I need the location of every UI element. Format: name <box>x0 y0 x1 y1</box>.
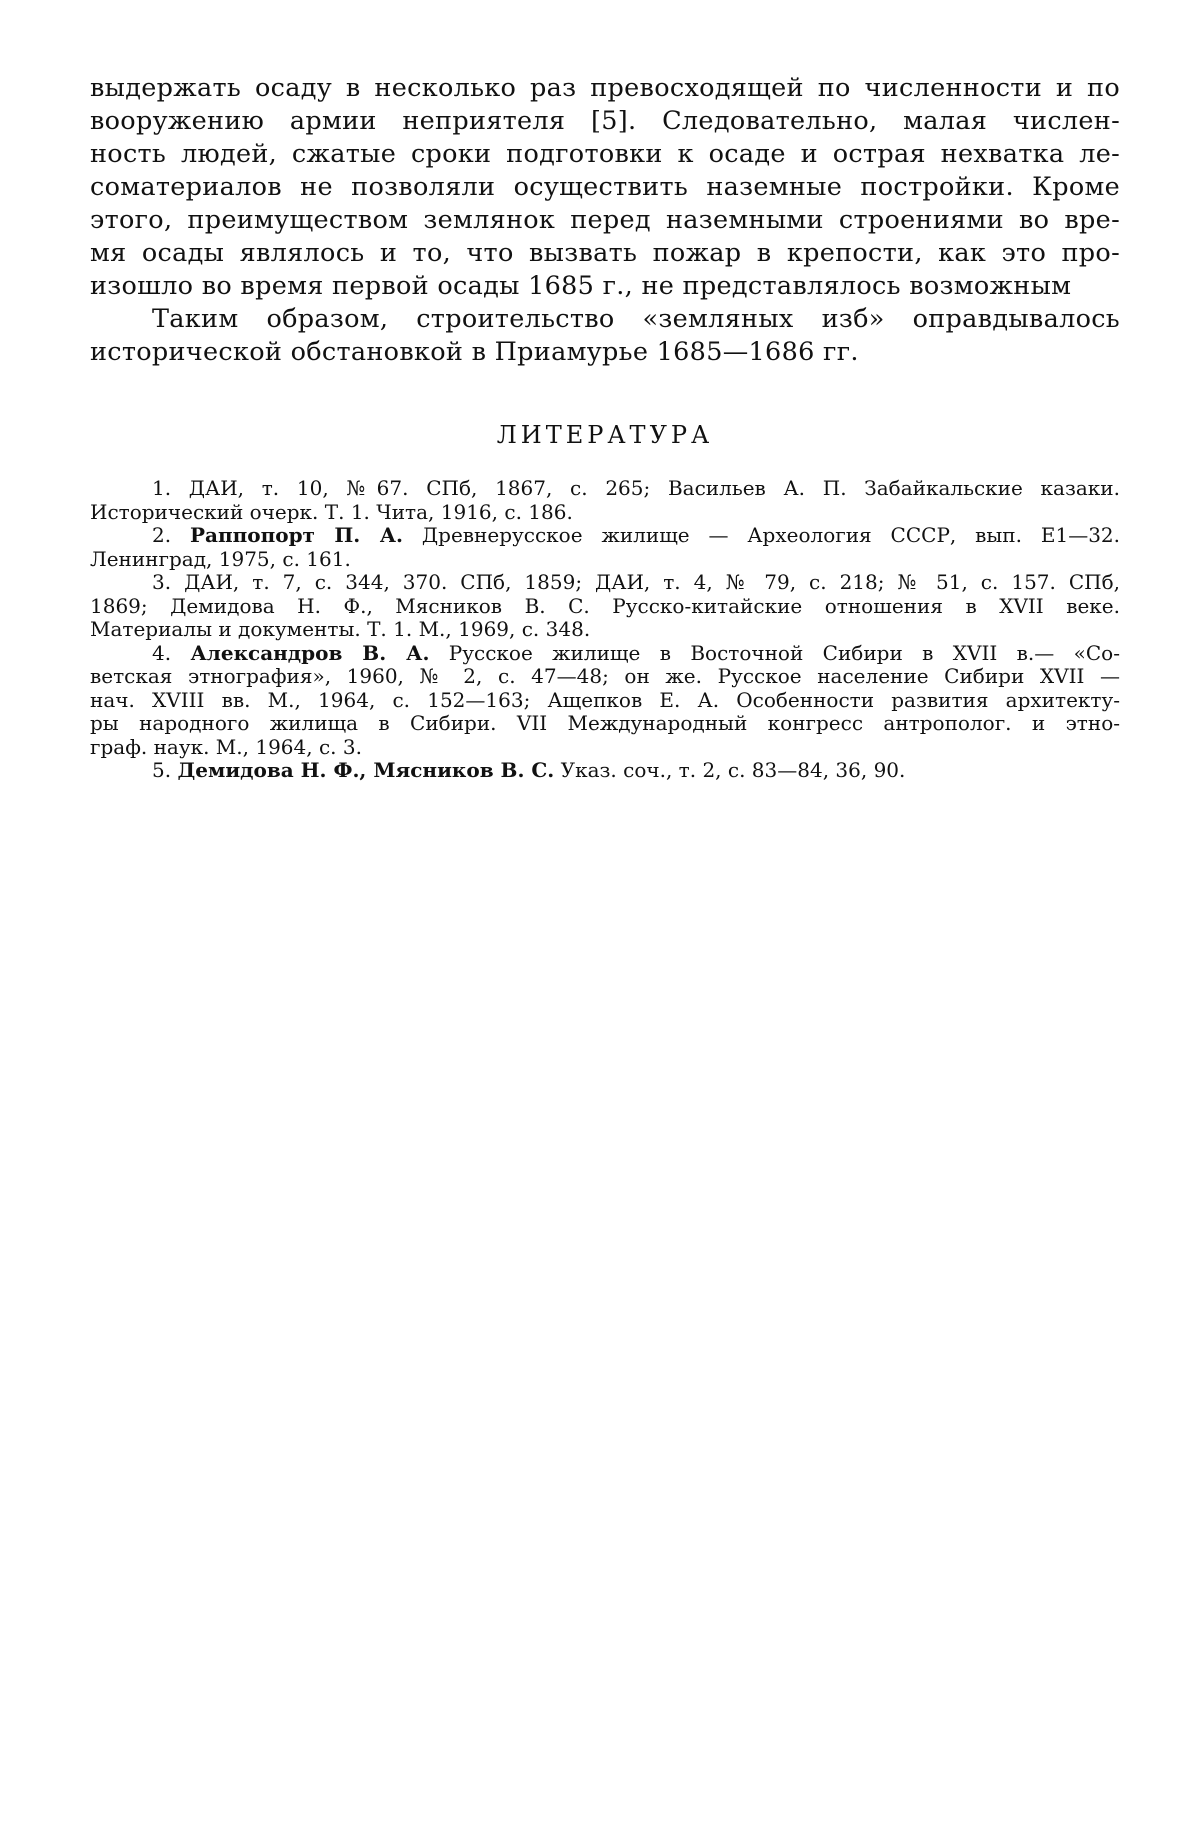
text-line: ность людей, сжатые сроки подготовки к осаде и острая нехватка ле- <box>90 139 1120 169</box>
references-list <box>90 477 1120 783</box>
text-line: вооружению армии неприятеля [5]. Следовательно, малая числен- <box>90 106 1120 136</box>
text-line: выдержать осаду в несколько раз превосходящей по численности и по <box>90 73 1120 103</box>
reference-author: Раппопорт П. А. <box>189 523 404 547</box>
reference-line: Материалы и документы. Т. 1. М., 1969, с. 348. <box>90 617 591 641</box>
reference-item-2 <box>90 524 1120 571</box>
references-heading: ЛИТЕРАТУРА <box>496 421 714 449</box>
reference-line: Ленинград, 1975, с. 161. <box>90 546 351 571</box>
reference-line: 4. Александров В. А. Русское жилище в Восточной Сибири в XVII в.— «Со- <box>152 640 1120 665</box>
reference-line: 2. Раппопорт П. А. Древнерусское жилище — Археология СССР, вып. Е1—32. <box>152 523 1121 547</box>
document-page <box>90 72 1120 783</box>
text-line: этого, преимуществом землянок перед наземными строениями во вре- <box>90 205 1120 235</box>
reference-line: Исторический очерк. Т. 1. Чита, 1916, с. 186. <box>90 499 573 524</box>
reference-line: 1. ДАИ, т. 10, №67. СПб, 1867, с. 265; Васильев А. П. Забайкальские казаки. <box>152 476 1120 500</box>
text-line: мя осады являлось и то, что вызвать пожар в крепости, как это про- <box>90 238 1120 268</box>
body-paragraph-1 <box>90 72 1120 303</box>
body-paragraph-2 <box>90 303 1120 369</box>
text-line: исторической обстановкой в Приамурье 1685—1686 гг. <box>90 337 859 367</box>
reference-line: 3. ДАИ, т. 7, с. 344, 370. СПб, 1859; ДАИ, т. 4, № 79, с. 218; № 51, с. 157. СПб, <box>152 570 1120 594</box>
reference-item-5 <box>90 759 1120 783</box>
reference-line: нач. XVIII вв. М., 1964, с. 152—163; Ащепков Е. А. Особенности развития архитекту- <box>90 687 1120 712</box>
reference-author: Демидова Н. Ф., Мясников В. С. <box>177 758 555 782</box>
reference-line: граф. наук. М., 1964, с. 3. <box>90 734 362 759</box>
reference-line: 1869; Демидова Н. Ф., Мясников В. С. Русско-китайские отношения в XVII веке. <box>90 593 1120 618</box>
text-line: соматериалов не позволяли осуществить наземные постройки. Кроме <box>90 172 1120 202</box>
reference-item-1 <box>90 477 1120 524</box>
reference-author: Александров В. А. <box>190 640 430 665</box>
reference-line: ры народного жилища в Сибири. VII Международный конгресс антрополог. и этно- <box>90 711 1120 735</box>
reference-item-4 <box>90 642 1120 760</box>
reference-line: 5. Демидова Н. Ф., Мясников В. С. Указ. соч., т. 2, с. 83—84, 36, 90. <box>152 758 906 782</box>
reference-item-3 <box>90 571 1120 642</box>
text-line: изошло во время первой осады 1685 г., не представлялось возможным <box>90 271 1072 301</box>
text-line: Таким образом, строительство «земляных изб» оправдывалось <box>152 304 1120 334</box>
reference-line: ветская этнография», 1960, № 2, с. 47—48; он же. Русское население Сибири XVII — <box>90 664 1120 688</box>
